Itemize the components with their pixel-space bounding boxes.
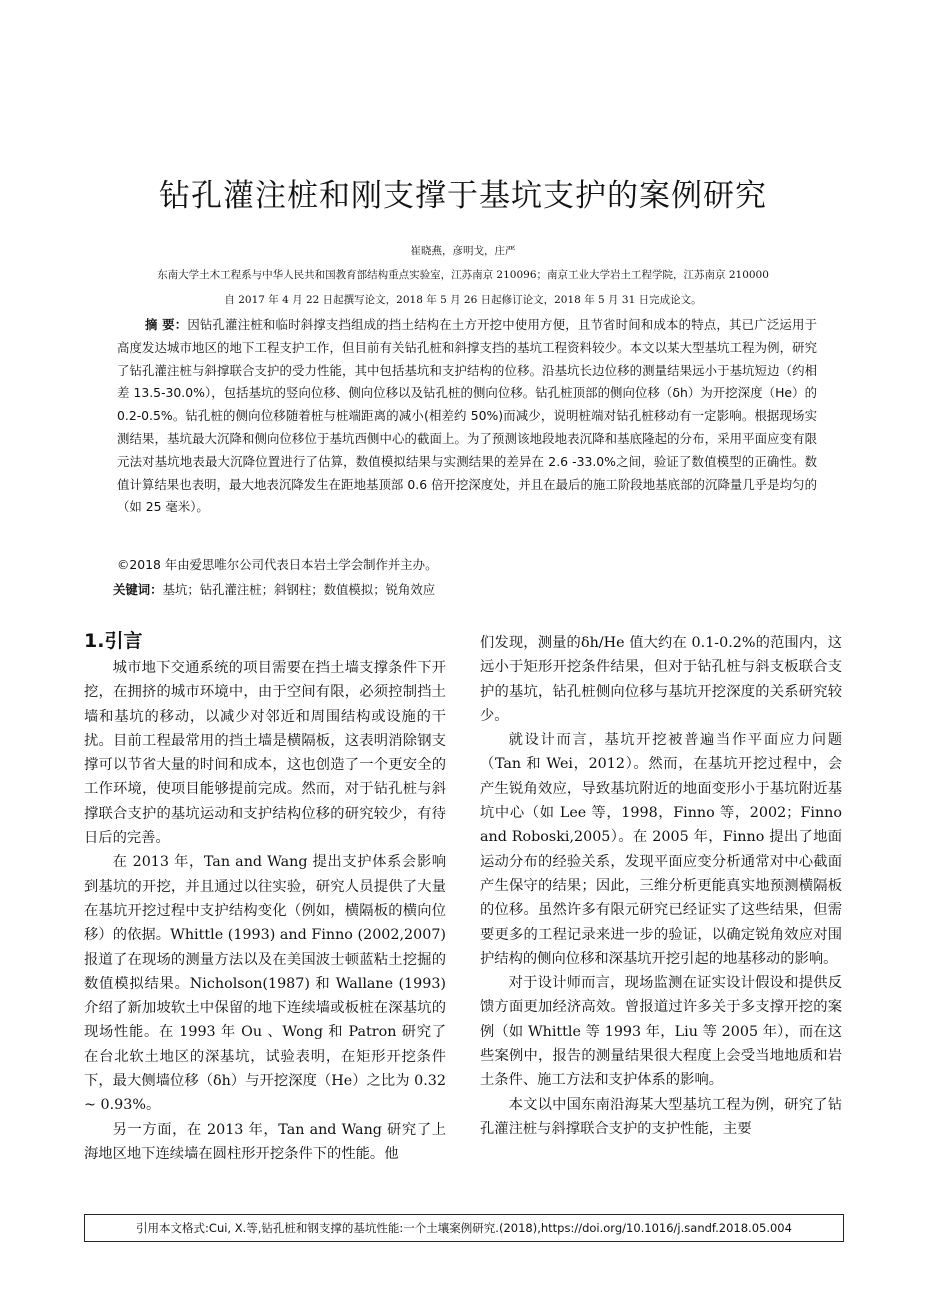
- paragraph: 另一方面，在 2013 年，Tan and Wang 研究了上海地区地下连续墙在圆柱形开挖条件下的性能。他: [84, 1121, 446, 1162]
- paragraph: 城市地下交通系统的项目需要在挡土墙支撑条件下开挖，在拥挤的城市环境中，由于空间有限，必须控制挡土墙和基坑的移动，以减少对邻近和周围结构或设施的干扰。目前工程最常用的挡土墙是横隔板，这表明消除钢支撑可以节省大量的时间和成本，这也创造了一个更安全的工作环境，使项目能够提前完成。然而，对于钻孔桩与斜撑联合支护的基坑运动和支护结构位移的研究较少，有待日后的完善。: [84, 660, 446, 847]
- abstract-text: 因钻孔灌注桩和临时斜撑支挡组成的挡土结构在土方开挖中使用方便，且节省时间和成本的特点，其已广泛运用于高度发达城市地区的地下工程支护工作，但目前有关钻孔桩和斜撑支挡的基坑工程资料较少。本文以某大型基坑工程为例，研究了钻孔灌注桩与斜撑联合支护的受力性能，其中包括基坑和支护结构的位移。沿基坑长边位移的测量结果远小于基坑短边（约相差 13.5-30.0%），包括基坑的竖向位移、侧向位移以及钻孔桩的侧向位移。钻孔桩顶部的侧向位移（δh）为开挖深度（He）的 0.2-0.5%。钻孔桩的侧向位移随着桩与桩端距离的减小(相差约 50%)而减少，说明桩端对钻孔桩移动有一定影响。根据现场实测结果，基坑最大沉降和侧向位移位于基坑西侧中心的截面上。为了预测该地段地表沉降和基底隆起的分布，采用平面应变有限元法对基坑地表最大沉降位置进行了估算，数值模拟结果与实测结果的差异在 2.6 -33.0%之间，验证了数值模型的正确性。数值计算结果也表明，最大地表沉降发生在距地基顶部 0.6 倍开挖深度处，并且在最后的施工阶段地基底部的沉降量几乎是均匀的（如 25 毫米）。: [117, 317, 817, 515]
- paragraph: 对于设计师而言，现场监测在证实设计假设和提供反馈方面更加经济高效。曾报道过许多关于多支撑开挖的案例（如 Whittle 等 1993 年，Liu 等 2005 年），而在这些案例中，报告的测量结果很大程度上会受当地地质和岩土条件、施工方法和支护体系的影响。: [480, 975, 842, 1089]
- submission-dates: 自 2017 年 4 月 22 日起撰写论文，2018 年 5 月 26 日起修订论文，2018 年 5 月 31 日完成论文。: [224, 294, 702, 306]
- abstract-label: 摘 要：: [145, 317, 188, 332]
- paragraph: 在 2013 年，Tan and Wang 提出支护体系会影响到基坑的开挖，并且通过以往实验，研究人员提供了大量在基坑开挖过程中支护结构变化（例如，横隔板的横向位移）的依据。Whittle (1993) and Finno (2002,2007) 报道了在现场的测量方法以及在美国波士顿蓝粘土挖掘的数值模拟结果。Nicholson(1987) 和 Wallane (1993) 介绍了新加坡软土中保留的地下连续墙或板桩在深基坑的现场性能。在 1993 年 Ou 、Wong 和 Patron 研究了在台北软土地区的深基坑，试验表明，在矩形开挖条件下，最大侧墙位移（δh）与开挖深度（He）之比为 0.32 ~ 0.93%。: [84, 854, 446, 1114]
- keywords: [113, 580, 435, 598]
- abstract: [117, 314, 817, 519]
- citation-box: 引用本文格式:Cui, X.等,钻孔桩和钢支撑的基坑性能:一个土壤案例研究.(2018),https://doi.org/10.1016/j.sandf.2018.05.004: [84, 1214, 844, 1242]
- copyright-notice: ©2018 年由爱思唯尔公司代表日本岩土学会制作并主办。: [117, 557, 438, 572]
- keywords-text: 基坑；钻孔灌注桩；斜钢柱；数值模拟；锐角效应: [162, 582, 436, 597]
- left-column: [84, 656, 446, 1166]
- section-heading-introduction: 1.引言: [84, 630, 143, 652]
- paragraph: 就设计而言，基坑开挖被普遍当作平面应力问题（Tan 和 Wei，2012）。然而，在基坑开挖过程中，会产生锐角效应，导致基坑附近的地面变形小于基坑附近基坑中心（如 Lee 等，1998，Finno 等，2002；Finno and Roboski,2005）。在 2005 年，Finno 提出了地面运动分布的经验关系，发现平面应变分析通常对中心截面产生保守的结果；因此，三维分析更能真实地预测横隔板的位移。虽然许多有限元研究已经证实了这些结果，但需要更多的工程记录来进一步的验证，以确定锐角效应对围护结构的侧向位移和深基坑开挖引起的地基移动的影响。: [480, 732, 842, 967]
- affiliation: 东南大学土木工程系与中华人民共和国教育部结构重点实验室，江苏南京 210096；南京工业大学岩土工程学院，江苏南京 210000: [157, 269, 769, 281]
- right-column: [480, 631, 842, 1141]
- paper-title: 钻孔灌注桩和刚支撑于基坑支护的案例研究: [159, 178, 767, 214]
- paragraph: 们发现，测量的δh/He 值大约在 0.1-0.2%的范围内，这远小于矩形开挖条件结果，但对于钻孔桩与斜支板联合支护的基坑，钻孔桩侧向位移与基坑开挖深度的关系研究较少。: [480, 635, 842, 724]
- paragraph: 本文以中国东南沿海某大型基坑工程为例，研究了钻孔灌注桩与斜撑联合支护的支护性能，主要: [480, 1096, 842, 1137]
- authors: 崔晓燕，彦明戈，庄严: [410, 245, 516, 257]
- keywords-label: 关键词：: [113, 582, 163, 597]
